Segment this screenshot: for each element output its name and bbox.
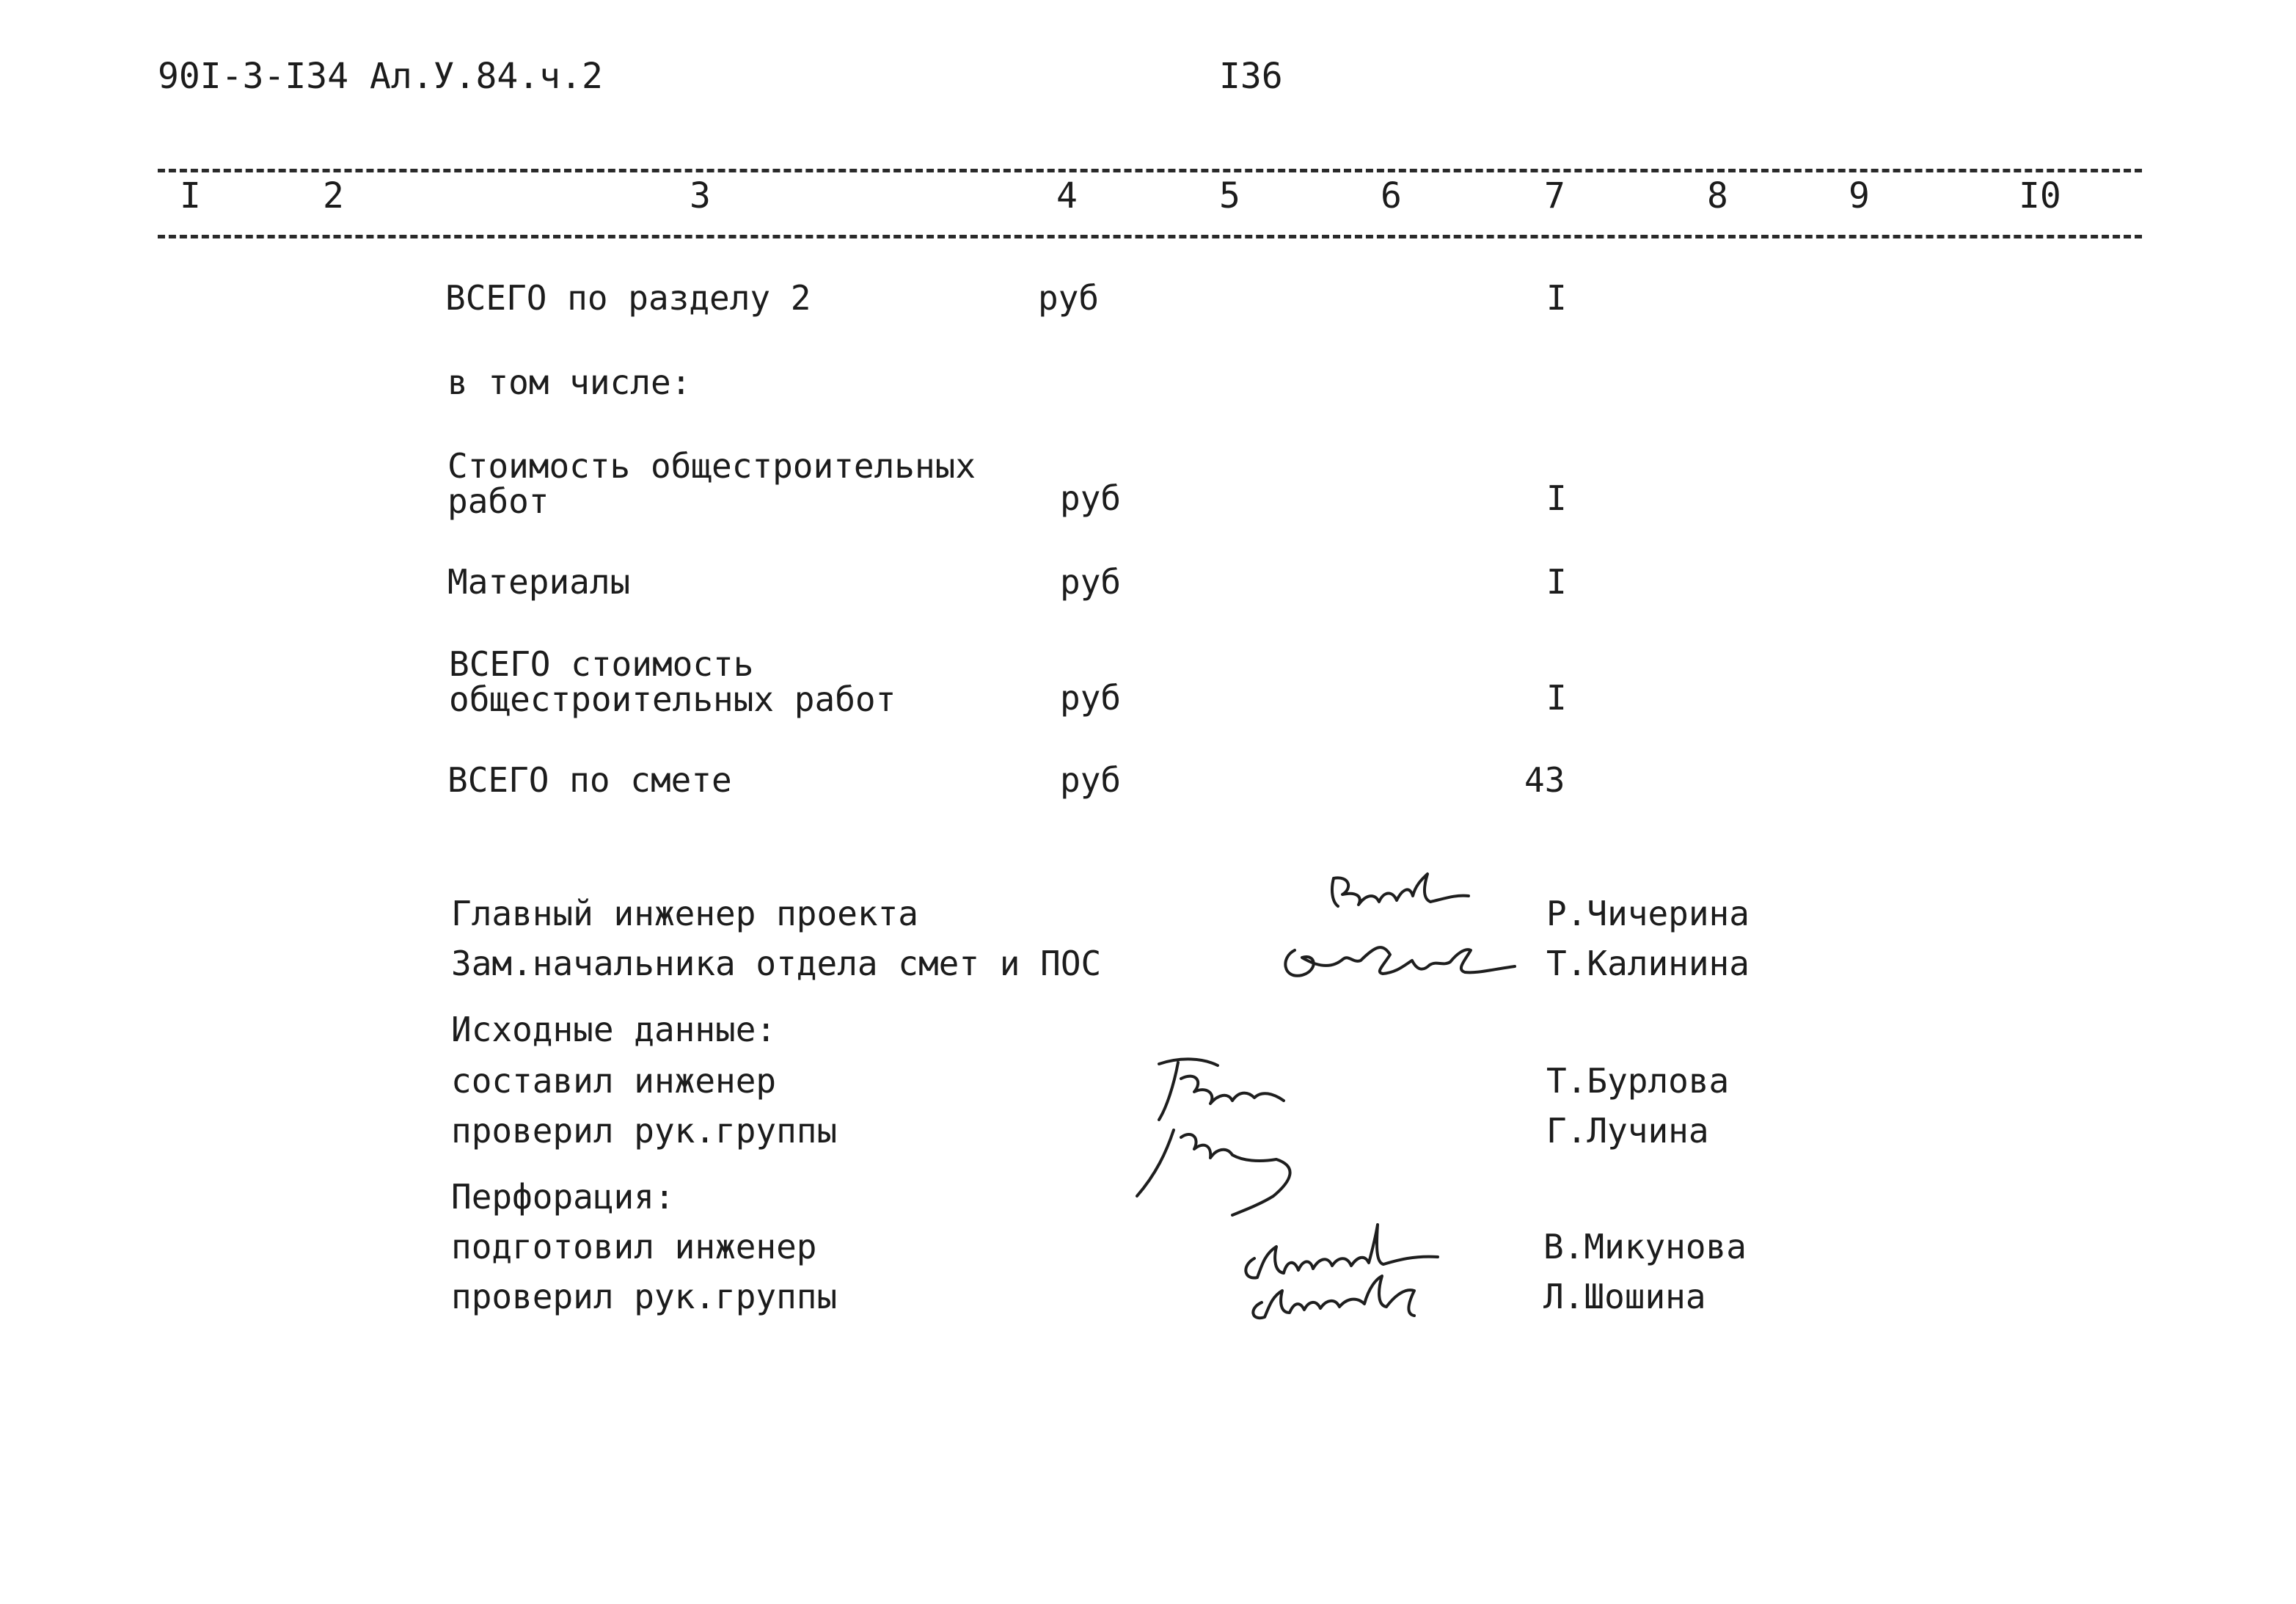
name-chief-engineer: Р.Чичерина — [1546, 894, 1750, 933]
column-number-2: 2 — [323, 175, 344, 216]
table-top-rule — [158, 169, 2142, 172]
page-number: I36 — [1219, 56, 1283, 97]
signature-chief-engineer — [1320, 870, 1474, 928]
row-unit: руб — [1060, 760, 1122, 800]
name-deputy-head: Т.Калинина — [1546, 944, 1750, 983]
row-name-line-1: Стоимость общестроительных — [447, 446, 976, 486]
column-number-6: 6 — [1381, 175, 1402, 216]
row-name: ВСЕГО по разделу 2 — [445, 278, 811, 318]
column-number-7: 7 — [1544, 175, 1565, 216]
table-header-rule — [158, 235, 2142, 238]
row-value: I — [1546, 562, 1567, 602]
column-number-5: 5 — [1219, 175, 1240, 216]
column-number-9: 9 — [1849, 175, 1870, 216]
row-name-line-1: ВСЕГО стоимость — [449, 644, 754, 684]
document-code: 90I-3-I34 Ал.У.84.ч.2 — [158, 56, 603, 97]
row-name: Материалы — [447, 562, 631, 602]
row-name-line-2: работ — [447, 481, 549, 521]
row-unit: руб — [1060, 478, 1122, 518]
role-checked-by-2: проверил рук.группы — [451, 1277, 838, 1316]
column-number-3: 3 — [690, 175, 711, 216]
name-checked-by-1: Г.Лучина — [1546, 1111, 1709, 1151]
signature-compiled-and-checked — [1130, 1049, 1335, 1218]
perforation-heading: Перфорация: — [451, 1177, 675, 1217]
row-value: I — [1546, 478, 1567, 518]
signature-deputy-head — [1273, 928, 1522, 994]
role-compiled-by: составил инженер — [451, 1061, 777, 1101]
role-prepared-by: подготовил инженер — [451, 1227, 817, 1266]
role-checked-by-1: проверил рук.группы — [451, 1111, 838, 1151]
column-number-8: 8 — [1707, 175, 1728, 216]
column-number-10: I0 — [2019, 175, 2061, 216]
role-chief-engineer: Главный инженер проекта — [451, 894, 918, 933]
row-unit: руб — [1060, 678, 1122, 718]
row-subheading: в том числе: — [447, 362, 692, 402]
row-value: 43 — [1524, 760, 1565, 800]
row-value: I — [1546, 678, 1567, 718]
role-deputy-head: Зам.начальника отдела смет и ПОС — [451, 944, 1102, 983]
row-name: ВСЕГО по смете — [447, 760, 732, 800]
name-prepared-by: В.Микунова — [1543, 1227, 1747, 1266]
column-number-1: I — [180, 175, 201, 216]
source-data-heading: Исходные данные: — [451, 1010, 777, 1049]
row-unit: руб — [1060, 562, 1122, 602]
column-number-4: 4 — [1056, 175, 1078, 216]
name-checked-by-2: Л.Шошина — [1543, 1277, 1706, 1316]
row-name-line-2: общестроительных работ — [449, 679, 896, 719]
signature-prepared-and-checked — [1232, 1214, 1474, 1324]
row-unit: руб — [1038, 278, 1100, 318]
row-value: I — [1546, 278, 1567, 318]
name-compiled-by: Т.Бурлова — [1546, 1061, 1730, 1101]
